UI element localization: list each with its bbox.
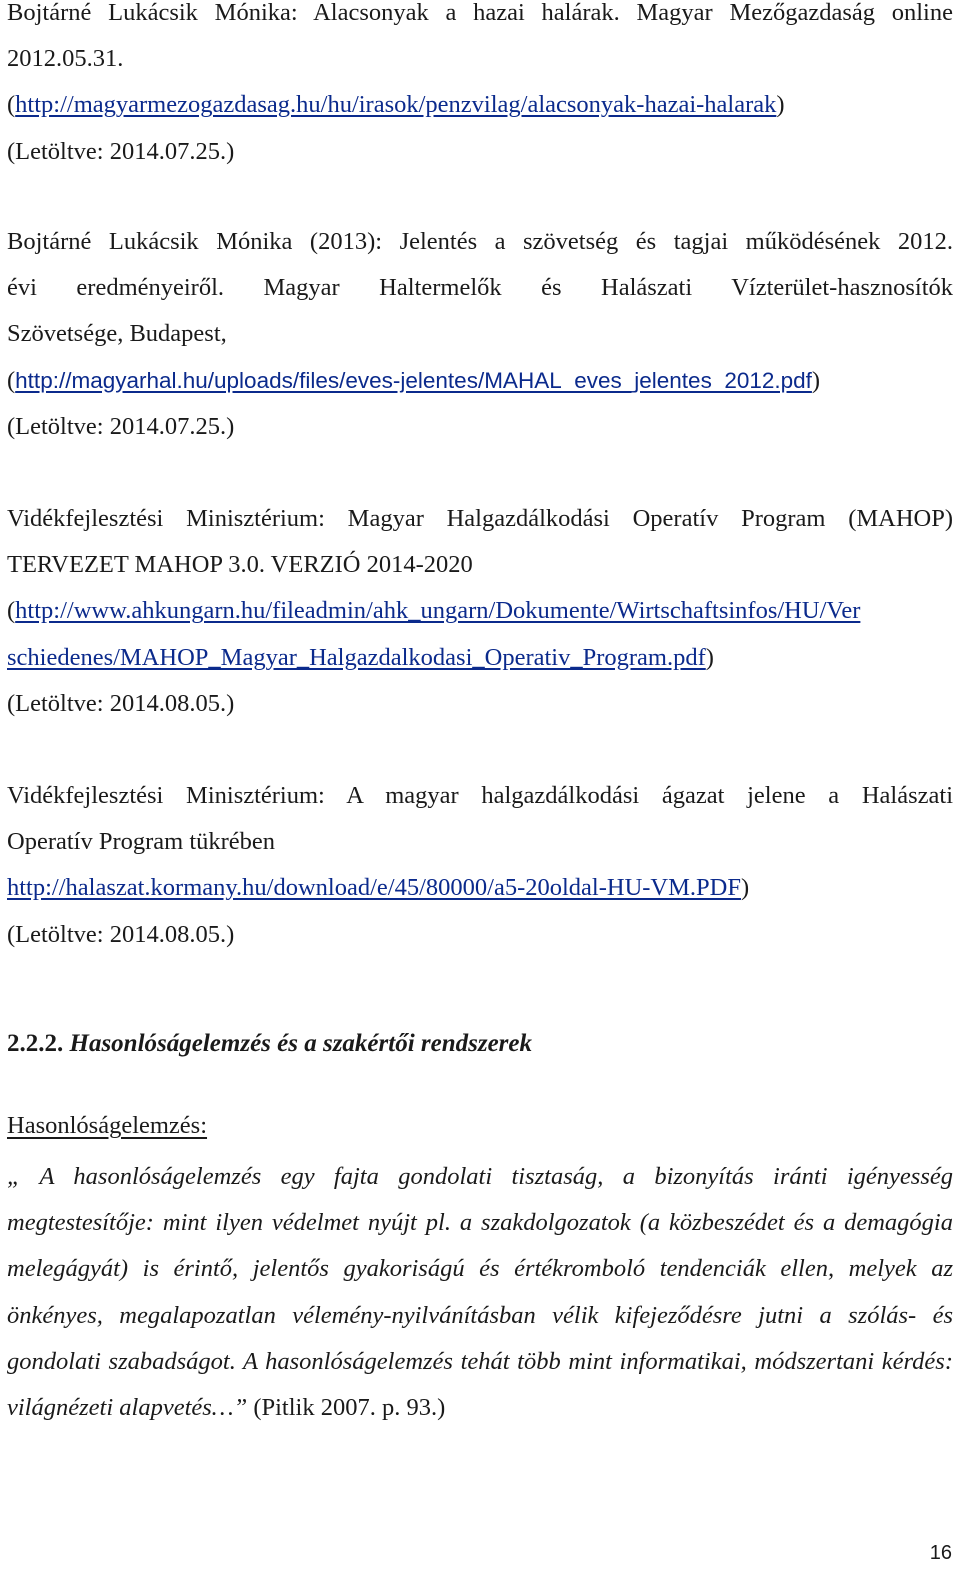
section-heading	[7, 1030, 532, 1058]
reference-text: Vidékfejlesztési Minisztérium: A magyar halgazdálkodási ágazat jelene a Halászati	[7, 782, 953, 809]
reference-link[interactable]: http://halaszat.kormany.hu/download/e/45/80000/a5-20oldal-HU-VM.PDF	[7, 874, 741, 902]
reference-text: 2012.05.31.	[7, 45, 124, 73]
subheading: Hasonlóságelemzés:	[7, 1112, 208, 1139]
reference-text: TERVEZET MAHOP 3.0. VERZIÓ 2014-2020	[7, 551, 473, 579]
download-date: (Letöltve: 2014.07.25.)	[7, 137, 235, 165]
download-date: (Letöltve: 2014.08.05.)	[7, 689, 235, 717]
reference-url-line: schiedenes/MAHOP_Magyar_Halgazdalkodasi_Operativ_Program.pdf)	[7, 643, 714, 671]
reference-entry	[7, 0, 953, 175]
page-number: 16	[929, 1542, 952, 1564]
download-date: (Letöltve: 2014.08.05.)	[7, 920, 235, 948]
section-number: 2.2.2.	[7, 1030, 64, 1057]
reference-text: Vidékfejlesztési Minisztérium: Magyar Halgazdálkodási Operatív Program (MAHOP)	[7, 505, 953, 532]
quote-text: „ A hasonlóságelemzés egy fajta gondolati tisztaság, a bizonyítás iránti igényesség megtestesítője: mint ilyen védelmet nyújt pl. a szakdolgozatok (a közbeszédet és a demagógia melegágyát) is érintő, jelentős gyakoriságú és értékromboló tendenciák ellen, melyek az önkényes, megalapozatlan vélemény-nyilvánításban vélik kifejeződésre jutni a szólás- és gondolati szabadságot. A hasonlóságelemzés tehát több mint informatikai, módszertani kérdés: világnézeti alapvetés…”	[7, 1163, 953, 1422]
reference-entry	[7, 496, 953, 727]
reference-link[interactable]: http://magyarmezogazdasag.hu/hu/irasok/penzvilag/alacsonyak-hazai-halarak	[15, 91, 777, 119]
download-date: (Letöltve: 2014.07.25.)	[7, 412, 235, 440]
reference-text: évi eredményeiről. Magyar Haltermelők és Halászati Vízterület-hasznosítók	[7, 274, 953, 302]
reference-text: Bojtárné Lukácsik Mónika: Alacsonyak a hazai halárak. Magyar Mezőgazdaság online	[7, 0, 953, 26]
reference-url-line: (http://magyarhal.hu/uploads/files/eves-jelentes/MAHAL_eves_jelentes_2012.pdf)	[7, 366, 821, 394]
reference-text: Bojtárné Lukácsik Mónika (2013): Jelentés a szövetség és tagjai működésének 2012.	[7, 228, 953, 255]
quote-citation: (Pitlik 2007. p. 93.)	[253, 1394, 446, 1422]
reference-entry	[7, 219, 953, 450]
reference-text: Szövetsége, Budapest,	[7, 320, 227, 348]
reference-text: Operatív Program tükrében	[7, 828, 276, 856]
reference-url-line: http://halaszat.kormany.hu/download/e/45/80000/a5-20oldal-HU-VM.PDF)	[7, 874, 750, 902]
section-title: Hasonlóságelemzés és a szakértői rendszerek	[69, 1030, 532, 1057]
reference-url-line: (http://magyarmezogazdasag.hu/hu/irasok/penzvilag/alacsonyak-hazai-halarak)	[7, 91, 785, 119]
reference-entry	[7, 773, 953, 958]
reference-link[interactable]: http://magyarhal.hu/uploads/files/eves-jelentes/MAHAL_eves_jelentes_2012.pdf	[15, 367, 812, 393]
reference-url-line: (http://www.ahkungarn.hu/fileadmin/ahk_ungarn/Dokumente/Wirtschaftsinfos/HU/Ver	[7, 597, 861, 625]
reference-link[interactable]: schiedenes/MAHOP_Magyar_Halgazdalkodasi_Operativ_Program.pdf	[7, 643, 706, 671]
quote-block	[7, 1154, 953, 1431]
reference-link[interactable]: http://www.ahkungarn.hu/fileadmin/ahk_ungarn/Dokumente/Wirtschaftsinfos/HU/Ver	[15, 597, 861, 625]
